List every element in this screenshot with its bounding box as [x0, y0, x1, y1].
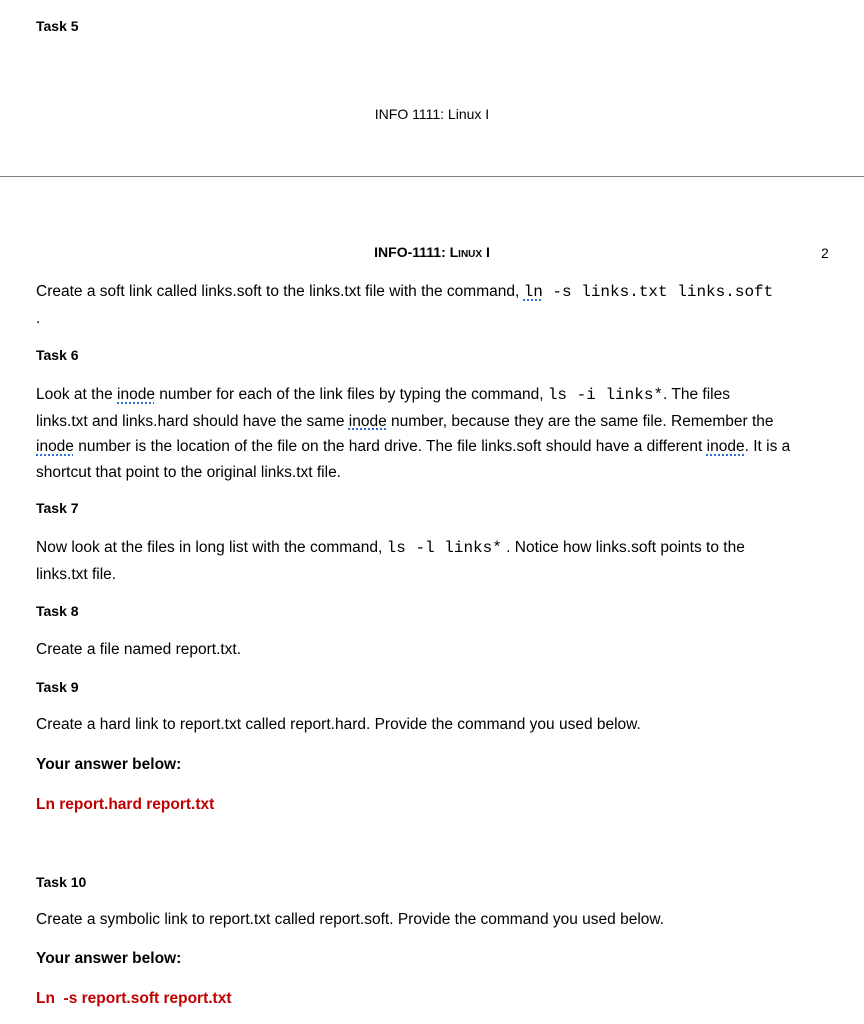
task5-cmd-ln: ln [523, 283, 543, 301]
page-header-course: INFO 1111: Linux I [374, 106, 490, 122]
page-number: 2 [821, 245, 829, 261]
page-divider [0, 176, 864, 177]
task8-paragraph: Create a file named report.txt. [36, 641, 242, 658]
task6-cmd: ls -i links* [547, 386, 664, 404]
page2-header [0, 244, 864, 260]
task6-line2 [36, 409, 836, 435]
task7-text-1a: Now look at the files in long list with the command, [36, 539, 387, 556]
task5-text: Create a soft link called links.soft to the links.txt file with the command, [36, 283, 524, 300]
task5-trailing-period: . [36, 310, 41, 327]
task7-text-1b: . Notice how links.soft points to the [501, 539, 745, 556]
task6-inode-3: inode [36, 438, 74, 455]
task5-heading-top: Task 5 [36, 18, 79, 34]
task9-heading: Task 9 [36, 679, 79, 695]
task7-heading: Task 7 [36, 500, 79, 516]
task10-answer-label: Your answer below: [36, 950, 182, 967]
task9-paragraph: Create a hard link to report.txt called report.hard. Provide the command you used below. [36, 716, 641, 733]
task7-line2: links.txt file. [36, 565, 117, 583]
page2-header-title: Linux I [449, 244, 490, 260]
task6-text-3a: number is the location of the file on the hard drive. The file links.soft should have a different [73, 438, 707, 455]
task6-line3 [36, 434, 836, 460]
task10-heading: Task 10 [36, 874, 87, 890]
task6-text-1c: . The files [663, 386, 730, 403]
task6-text-1b: number for each of the link files by typing the command, [154, 386, 548, 403]
task6-inode-4: inode [706, 438, 745, 455]
page2-header-course: INFO-1111: [374, 244, 450, 260]
task6-heading: Task 6 [36, 347, 79, 363]
task6-text-1a: Look at the [36, 386, 118, 403]
task9-answer-label: Your answer below: [36, 756, 182, 773]
task6-line4: shortcut that point to the original links.txt file. [36, 463, 341, 481]
task9-answer: Ln report.hard report.txt [36, 796, 215, 813]
task10-paragraph: Create a symbolic link to report.txt called report.soft. Provide the command you used below. [36, 911, 665, 928]
task8-heading: Task 8 [36, 603, 79, 619]
task5-cmd-rest: -s links.txt links.soft [542, 283, 774, 301]
task6-text-3b: . It is a [744, 438, 791, 455]
task10-answer: Ln -s report.soft report.txt [36, 990, 232, 1007]
task5-paragraph [36, 279, 773, 306]
task6-text-2b: number, because they are the same file. Remember the [386, 412, 774, 430]
task7-line1 [36, 535, 836, 562]
task6-line1 [36, 382, 836, 409]
task6-inode-1: inode [117, 386, 155, 403]
task6-paragraph [36, 382, 836, 485]
task6-text-2a: links.txt and links.hard should have the same [36, 412, 349, 430]
task6-inode-2: inode [348, 412, 387, 430]
task7-cmd: ls -l links* [386, 539, 502, 557]
task7-paragraph [36, 535, 836, 587]
